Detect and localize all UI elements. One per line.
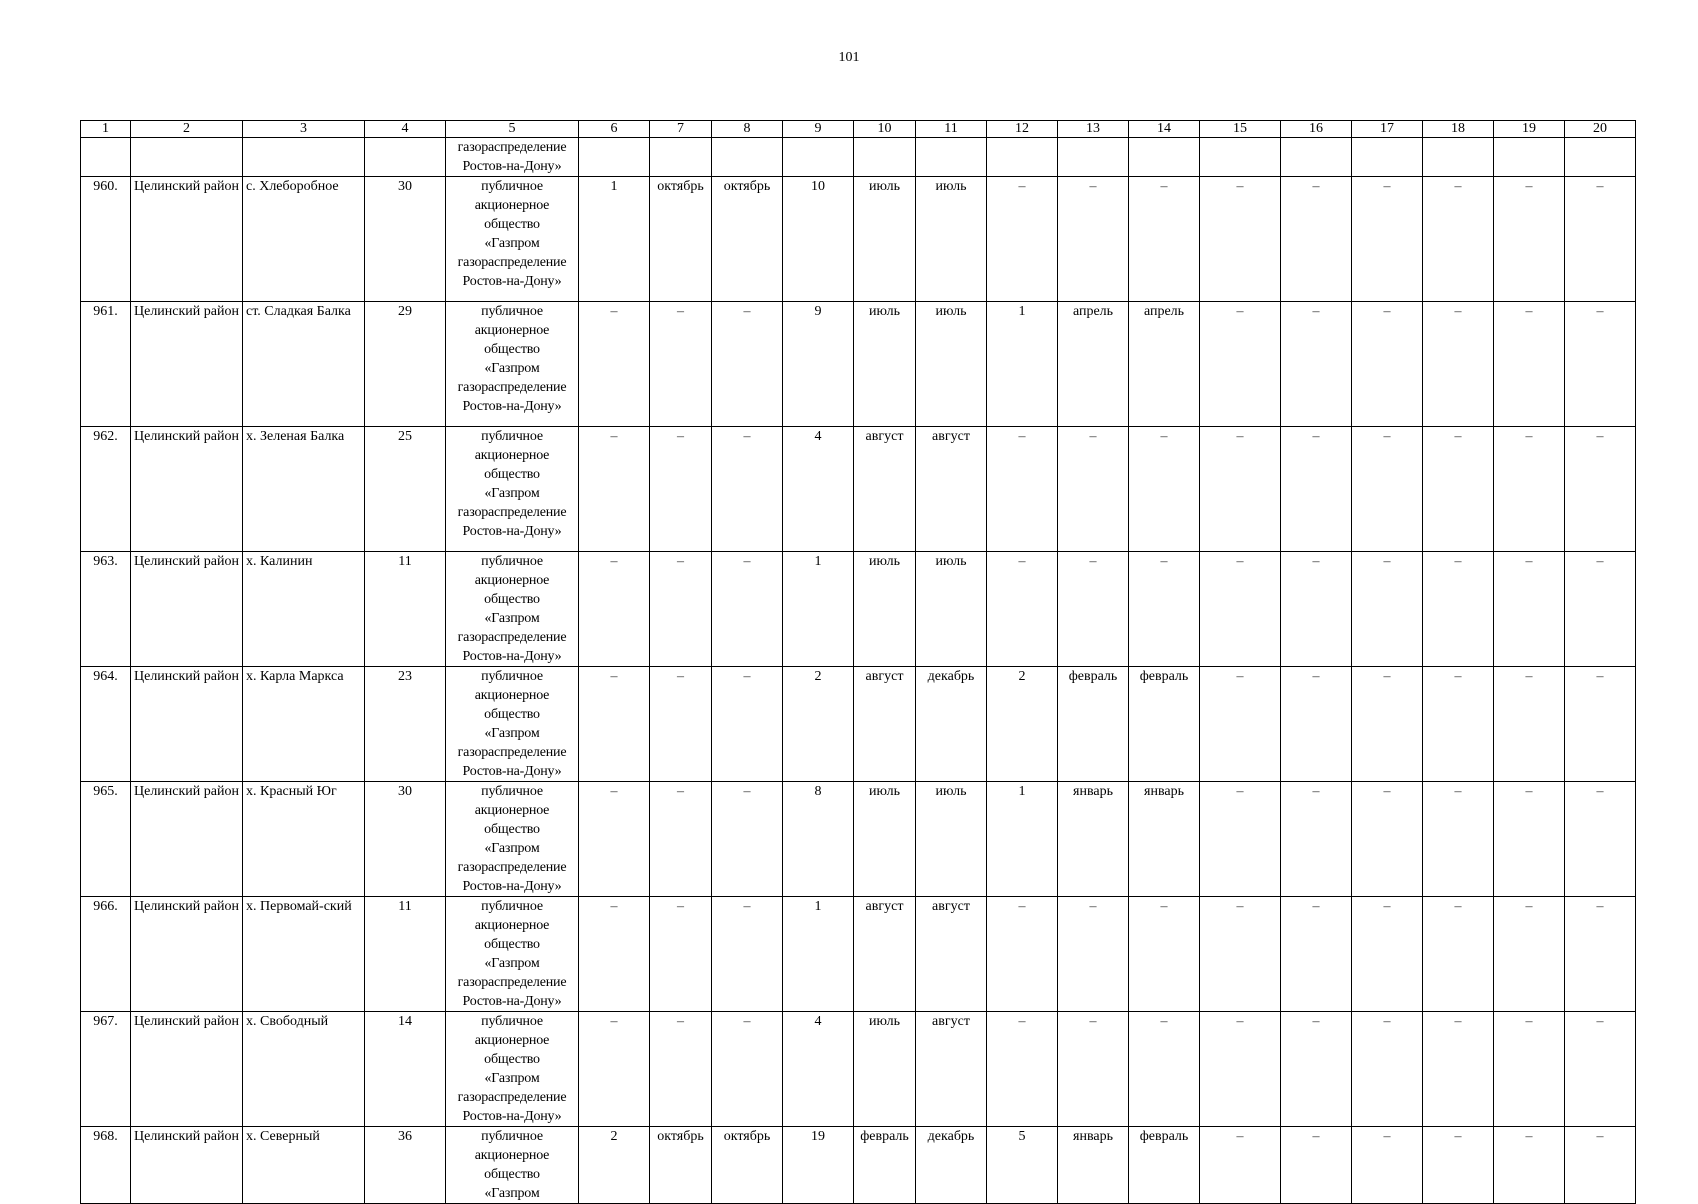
organization-line: общество [484,1052,540,1067]
organization-line: общество [484,707,540,722]
dash-cell: – [1423,897,1494,1012]
empty-cell [1200,138,1281,177]
column-number-header: 6 [579,121,650,138]
value-cell: октябрь [712,177,783,302]
dash-cell: – [1352,1127,1423,1204]
value-cell: июль [854,302,916,427]
settlement-cell: х. Зеленая Балка [243,427,365,552]
dash-cell: – [1129,897,1200,1012]
organization-line: «Газпром [484,361,540,376]
empty-cell [650,138,712,177]
organization-line: «Газпром [484,1186,540,1201]
settlement-cell: ст. Сладкая Балка [243,302,365,427]
row-number: 965. [81,782,131,897]
value-cell: 8 [783,782,854,897]
dash-cell: – [1058,177,1129,302]
organization-line: акционерное [474,803,550,818]
dash-cell: – [1200,782,1281,897]
count-cell: 11 [365,897,446,1012]
organization-line: Ростов-на-Дону» [462,879,562,894]
organization-line: общество [484,592,540,607]
organization-line: акционерное [474,448,550,463]
count-cell: 29 [365,302,446,427]
value-cell: 1 [579,177,650,302]
table-row [81,897,1636,1012]
row-number: 962. [81,427,131,552]
organization-line: публичное [481,179,543,194]
empty-cell [579,138,650,177]
empty-cell [1565,138,1636,177]
column-number-header: 5 [446,121,579,138]
dash-cell: – [1423,552,1494,667]
organization-line: Ростов-на-Дону» [462,159,562,174]
dash-cell: – [1058,897,1129,1012]
table-row [81,177,1636,302]
row-number: 967. [81,1012,131,1127]
dash-cell: – [1129,552,1200,667]
table-row [81,1012,1636,1127]
dash-cell: – [987,1012,1058,1127]
value-cell: август [854,667,916,782]
settlement-cell: х. Первомай-ский [243,897,365,1012]
dash-cell: – [650,552,712,667]
value-cell: 1 [987,302,1058,427]
value-cell: октябрь [712,1127,783,1204]
dash-cell: – [1281,1012,1352,1127]
settlement-cell: х. Северный [243,1127,365,1204]
organization-cell [446,667,579,782]
dash-cell: – [1200,1012,1281,1127]
table-row [81,552,1636,667]
value-cell: 2 [783,667,854,782]
dash-cell: – [1352,667,1423,782]
organization-line: «Газпром [484,956,540,971]
column-number-header: 9 [783,121,854,138]
organization-line: общество [484,467,540,482]
dash-cell: – [1423,177,1494,302]
column-number-header: 10 [854,121,916,138]
empty-cell [1058,138,1129,177]
organization-line: акционерное [474,1033,550,1048]
district-cell: Целинский район [131,177,243,302]
settlement-cell: х. Карла Маркса [243,667,365,782]
dash-cell: – [579,552,650,667]
organization-line: Ростов-на-Дону» [462,1109,562,1124]
dash-cell: – [579,302,650,427]
empty-cell [987,138,1058,177]
dash-cell: – [579,782,650,897]
empty-cell [131,138,243,177]
organization-line: газораспределение [457,140,567,155]
organization-line: «Газпром [484,841,540,856]
value-cell: февраль [854,1127,916,1204]
dash-cell: – [1494,302,1565,427]
organization-line: публичное [481,304,543,319]
district-cell: Целинский район [131,897,243,1012]
page-number: 101 [838,50,860,65]
column-number-header: 3 [243,121,365,138]
dash-cell: – [1200,552,1281,667]
dash-cell: – [1281,177,1352,302]
empty-cell [783,138,854,177]
value-cell: 4 [783,427,854,552]
dash-cell: – [712,667,783,782]
value-cell: июль [916,782,987,897]
dash-cell: – [650,1012,712,1127]
column-number-header: 18 [1423,121,1494,138]
count-cell: 25 [365,427,446,552]
organization-line: «Газпром [484,611,540,626]
dash-cell: – [1352,552,1423,667]
organization-cell [446,177,579,302]
organization-line: публичное [481,899,543,914]
value-cell: 19 [783,1127,854,1204]
count-cell: 23 [365,667,446,782]
settlement-cell: х. Красный Юг [243,782,365,897]
dash-cell: – [1494,1127,1565,1204]
value-cell: август [916,897,987,1012]
value-cell: июль [854,552,916,667]
dash-cell: – [1352,427,1423,552]
organization-line: публичное [481,1014,543,1029]
organization-line: акционерное [474,573,550,588]
value-cell: август [916,427,987,552]
value-cell: август [854,897,916,1012]
dash-cell: – [650,427,712,552]
empty-cell [854,138,916,177]
organization-line: акционерное [474,198,550,213]
organization-line: общество [484,937,540,952]
settlement-cell: с. Хлеборобное [243,177,365,302]
column-number-header: 13 [1058,121,1129,138]
column-number-header: 17 [1352,121,1423,138]
dash-cell: – [579,427,650,552]
dash-cell: – [579,1012,650,1127]
empty-cell [243,138,365,177]
column-number-header: 16 [1281,121,1352,138]
dash-cell: – [712,427,783,552]
organization-cell [446,138,579,177]
organization-cell [446,782,579,897]
value-cell: январь [1058,1127,1129,1204]
organization-line: Ростов-на-Дону» [462,274,562,289]
dash-cell: – [1281,427,1352,552]
organization-line: газораспределение [457,505,567,520]
dash-cell: – [1281,897,1352,1012]
value-cell: 1 [987,782,1058,897]
organization-line: публичное [481,429,543,444]
district-cell: Целинский район [131,1127,243,1204]
organization-line: акционерное [474,1148,550,1163]
value-cell: июль [854,1012,916,1127]
value-cell: июль [916,552,987,667]
dash-cell: – [1352,782,1423,897]
organization-line: публичное [481,669,543,684]
value-cell: январь [1129,782,1200,897]
value-cell: февраль [1129,667,1200,782]
dash-cell: – [1352,1012,1423,1127]
column-number-header: 20 [1565,121,1636,138]
organization-cell [446,1012,579,1127]
dash-cell: – [1200,302,1281,427]
row-number: 964. [81,667,131,782]
row-number: 961. [81,302,131,427]
column-number-header: 2 [131,121,243,138]
organization-line: газораспределение [457,975,567,990]
value-cell: февраль [1058,667,1129,782]
district-cell: Целинский район [131,552,243,667]
dash-cell: – [650,667,712,782]
value-cell: август [854,427,916,552]
dash-cell: – [1352,897,1423,1012]
dash-cell: – [1129,177,1200,302]
dash-cell: – [1494,177,1565,302]
row-number: 960. [81,177,131,302]
dash-cell: – [1565,552,1636,667]
organization-line: акционерное [474,323,550,338]
dash-cell: – [1129,1012,1200,1127]
dash-cell: – [1281,782,1352,897]
dash-cell: – [1281,552,1352,667]
organization-line: газораспределение [457,255,567,270]
organization-cell [446,897,579,1012]
organization-line: газораспределение [457,860,567,875]
column-number-header: 12 [987,121,1058,138]
empty-cell [81,138,131,177]
count-cell: 30 [365,782,446,897]
row-number: 963. [81,552,131,667]
district-cell: Целинский район [131,1012,243,1127]
organization-line: публичное [481,1129,543,1144]
table-row [81,427,1636,552]
value-cell: октябрь [650,1127,712,1204]
dash-cell: – [712,302,783,427]
dash-cell: – [1423,427,1494,552]
dash-cell: – [712,1012,783,1127]
data-table [80,120,1636,1204]
empty-cell [1129,138,1200,177]
district-cell: Целинский район [131,667,243,782]
organization-cell [446,302,579,427]
dash-cell: – [1565,897,1636,1012]
value-cell: 4 [783,1012,854,1127]
column-number-header: 15 [1200,121,1281,138]
value-cell: апрель [1129,302,1200,427]
dash-cell: – [1565,302,1636,427]
dash-cell: – [1058,1012,1129,1127]
count-cell: 36 [365,1127,446,1204]
organization-line: публичное [481,784,543,799]
organization-line: общество [484,1167,540,1182]
column-number-header: 11 [916,121,987,138]
dash-cell: – [1423,1012,1494,1127]
dash-cell: – [1200,1127,1281,1204]
dash-cell: – [1200,177,1281,302]
value-cell: июль [854,177,916,302]
row-number: 968. [81,1127,131,1204]
dash-cell: – [1565,1127,1636,1204]
organization-line: общество [484,822,540,837]
dash-cell: – [712,782,783,897]
dash-cell: – [650,302,712,427]
count-cell: 14 [365,1012,446,1127]
dash-cell: – [1494,1012,1565,1127]
dash-cell: – [1281,302,1352,427]
organization-line: «Газпром [484,726,540,741]
value-cell: 2 [579,1127,650,1204]
organization-cell [446,552,579,667]
dash-cell: – [987,552,1058,667]
empty-cell [1352,138,1423,177]
table-row [81,667,1636,782]
dash-cell: – [1352,302,1423,427]
value-cell: июль [854,782,916,897]
organization-line: газораспределение [457,630,567,645]
value-cell: февраль [1129,1127,1200,1204]
dash-cell: – [1565,782,1636,897]
empty-cell [365,138,446,177]
dash-cell: – [1423,782,1494,897]
dash-cell: – [987,897,1058,1012]
column-number-header: 19 [1494,121,1565,138]
organization-line: «Газпром [484,1071,540,1086]
settlement-cell: х. Калинин [243,552,365,667]
value-cell: декабрь [916,1127,987,1204]
dash-cell: – [1494,427,1565,552]
value-cell: 5 [987,1127,1058,1204]
dash-cell: – [1058,552,1129,667]
settlement-cell: х. Свободный [243,1012,365,1127]
dash-cell: – [1565,427,1636,552]
dash-cell: – [712,897,783,1012]
value-cell: декабрь [916,667,987,782]
dash-cell: – [1281,667,1352,782]
dash-cell: – [1494,667,1565,782]
table-row [81,782,1636,897]
dash-cell: – [1352,177,1423,302]
empty-cell [1281,138,1352,177]
district-cell: Целинский район [131,427,243,552]
empty-cell [916,138,987,177]
dash-cell: – [1565,177,1636,302]
dash-cell: – [1494,782,1565,897]
column-number-header: 7 [650,121,712,138]
dash-cell: – [1494,552,1565,667]
organization-line: публичное [481,554,543,569]
dash-cell: – [579,667,650,782]
organization-line: Ростов-на-Дону» [462,649,562,664]
value-cell: 2 [987,667,1058,782]
organization-cell [446,1127,579,1204]
organization-line: общество [484,217,540,232]
column-number-header: 8 [712,121,783,138]
organization-line: акционерное [474,688,550,703]
dash-cell: – [1129,427,1200,552]
organization-line: газораспределение [457,745,567,760]
table-row [81,302,1636,427]
empty-cell [712,138,783,177]
organization-line: акционерное [474,918,550,933]
organization-line: газораспределение [457,1090,567,1105]
dash-cell: – [1423,1127,1494,1204]
value-cell: апрель [1058,302,1129,427]
empty-cell [1494,138,1565,177]
empty-cell [1423,138,1494,177]
dash-cell: – [1200,427,1281,552]
dash-cell: – [1494,897,1565,1012]
dash-cell: – [987,427,1058,552]
dash-cell: – [712,552,783,667]
dash-cell: – [1200,897,1281,1012]
organization-line: «Газпром [484,236,540,251]
organization-line: Ростов-на-Дону» [462,764,562,779]
dash-cell: – [1281,1127,1352,1204]
dash-cell: – [1423,667,1494,782]
value-cell: октябрь [650,177,712,302]
value-cell: 1 [783,552,854,667]
dash-cell: – [1565,1012,1636,1127]
organization-line: Ростов-на-Дону» [462,399,562,414]
dash-cell: – [987,177,1058,302]
column-number-header: 1 [81,121,131,138]
organization-line: «Газпром [484,486,540,501]
column-number-header: 4 [365,121,446,138]
organization-line: общество [484,342,540,357]
district-cell: Целинский район [131,302,243,427]
dash-cell: – [1200,667,1281,782]
organization-line: Ростов-на-Дону» [462,994,562,1009]
organization-line: газораспределение [457,380,567,395]
column-number-header: 14 [1129,121,1200,138]
table-row [81,1127,1636,1204]
dash-cell: – [579,897,650,1012]
dash-cell: – [1058,427,1129,552]
continuation-row [81,138,1636,177]
value-cell: 1 [783,897,854,1012]
dash-cell: – [1423,302,1494,427]
value-cell: январь [1058,782,1129,897]
dash-cell: – [650,782,712,897]
column-number-row [81,121,1636,138]
row-number: 966. [81,897,131,1012]
value-cell: июль [916,177,987,302]
count-cell: 11 [365,552,446,667]
value-cell: июль [916,302,987,427]
value-cell: август [916,1012,987,1127]
value-cell: 10 [783,177,854,302]
district-cell: Целинский район [131,782,243,897]
count-cell: 30 [365,177,446,302]
value-cell: 9 [783,302,854,427]
dash-cell: – [650,897,712,1012]
dash-cell: – [1565,667,1636,782]
organization-cell [446,427,579,552]
organization-line: Ростов-на-Дону» [462,524,562,539]
